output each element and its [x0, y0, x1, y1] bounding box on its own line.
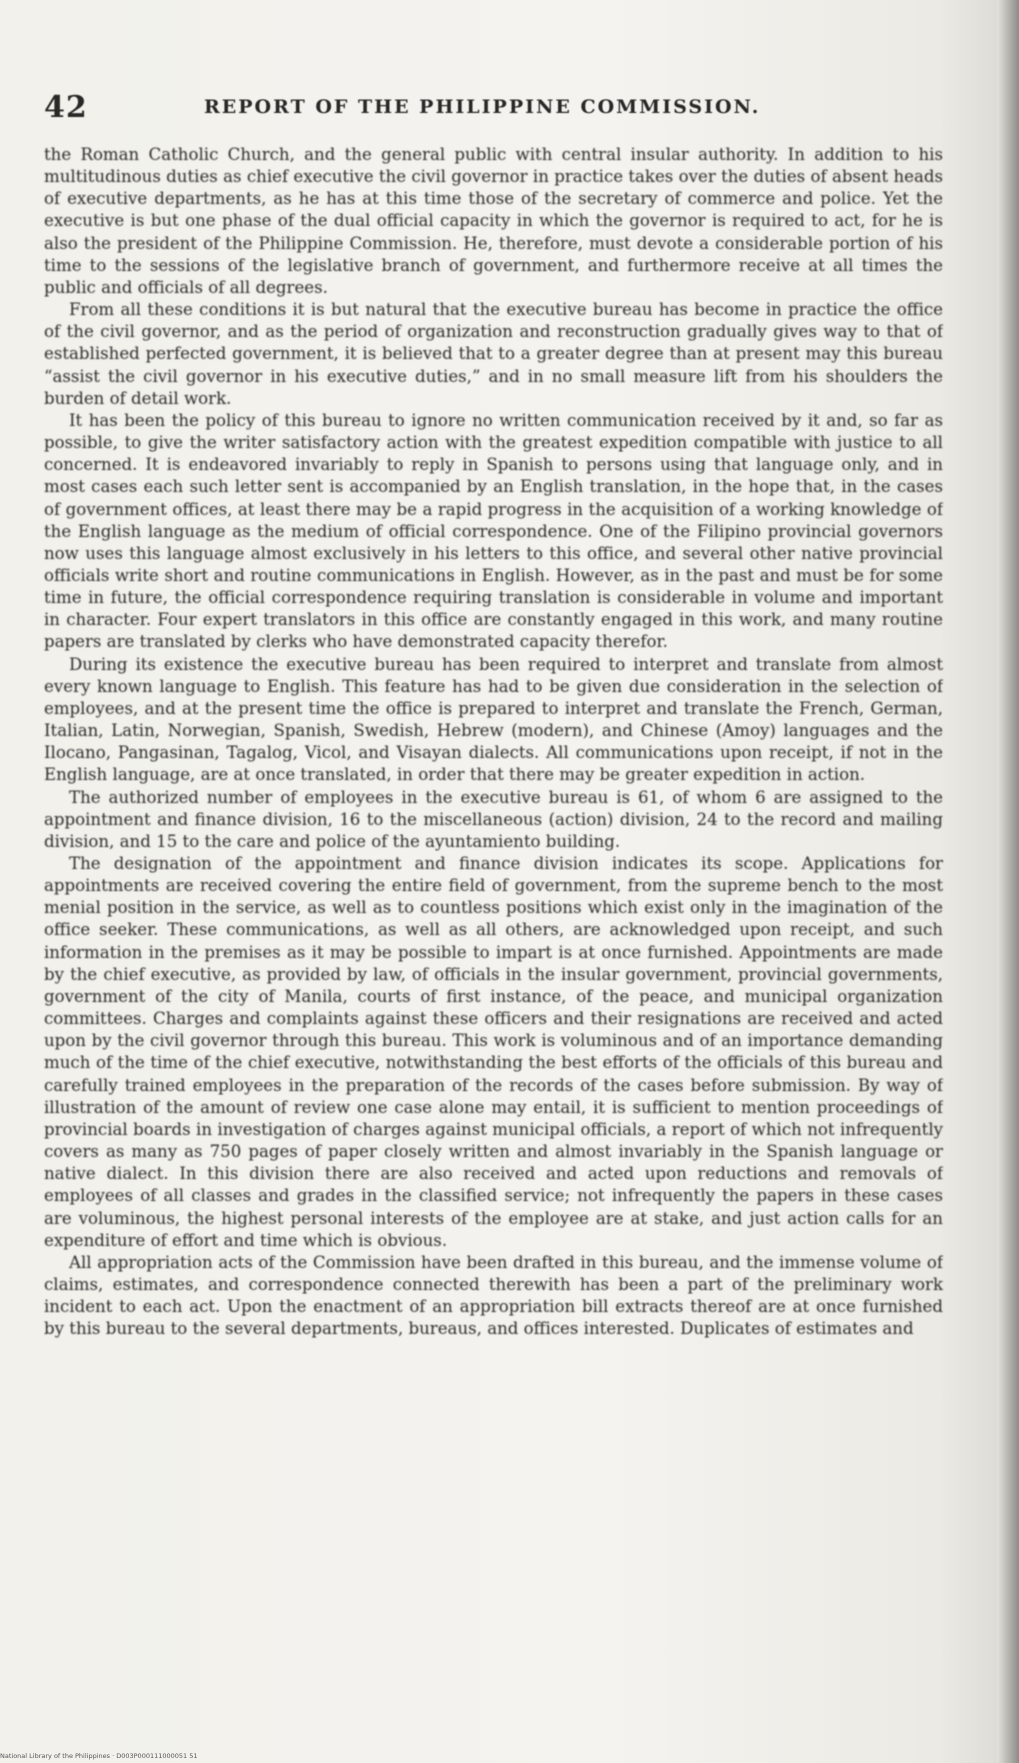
paragraph: From all these conditions it is but natural that the executive bureau has become in practice the office of the civil governor, and as the period of organization and reconstruction gradually gives way to that of established perfected government, it is believed that to a greater degree than at present may this bureau “assist the civil governor in his executive duties,” and in no small measure lift from his shoulders the burden of detail work. — [44, 300, 943, 408]
archive-stamp: National Library of the Philippines · D003P000111000051 51 — [0, 1752, 198, 1760]
paragraph-continuation: the Roman Catholic Church, and the general public with central insular authority. In addition to his multitudinous duties as chief executive the civil governor in practice takes over the duties of absent heads of executive departments, as he has at this time those of the secretary of commerce and police. Yet the executive is but one phase of the dual official capacity in which the governor is required to act, for he is also the president of the Philippine Commission. He, therefore, must devote a considerable portion of his time to the sessions of the legislative branch of government, and furthermore receive at all times the public and officials of all degrees. — [44, 145, 943, 297]
paragraph: All appropriation acts of the Commission have been drafted in this bureau, and the immense volume of claims, estimates, and correspondence connected therewith has been a part of the preliminary work incident to each act. Upon the enactment of an appropriation bill extracts thereof are at once furnished by this bureau to the several departments, bureaus, and offices interested. Duplicates of estimates and — [44, 1252, 943, 1339]
body-text — [44, 144, 943, 1724]
page-header — [44, 90, 944, 124]
paragraph: It has been the policy of this bureau to ignore no written communication received by it and, so far as possible, to give the writer satisfactory action with the greatest expedition compatible with justice to all concerned. It is endeavored invariably to reply in Spanish to persons using that language only, and in most cases each such letter sent is accompanied by an English translation, in the hope that, in the cases of government offices, at least there may be a rapid progress in the acquisition of a working knowledge of the English language as the medium of official correspondence. One of the Filipino provincial governors now uses this language almost exclusively in his letters to this office, and several other native provincial officials write short and routine communications in English. However, as in the past and must be for some time in future, the official correspondence requiring translation is considerable in volume and important in character. Four expert translators in this office are constantly engaged in this work, and many routine papers are translated by clerks who have demonstrated capacity therefor. — [44, 410, 943, 652]
page-edge-shadow — [997, 0, 1019, 1763]
paragraph: During its existence the executive bureau has been required to interpret and translate from almost every known language to English. This feature has had to be given due consideration in the selection of employees, and at the present time the office is prepared to interpret and translate the French, German, Italian, Latin, Norwegian, Spanish, Swedish, Hebrew (modern), and Chinese (Amoy) languages and the Ilocano, Pangasinan, Tagalog, Vicol, and Visayan dialects. All communications upon receipt, if not in the English language, are at once translated, in order that there may be greater expedition in action. — [44, 654, 943, 785]
paragraph: The designation of the appointment and finance division indicates its scope. Applications for appointments are received covering the entire field of government, from the supreme bench to the most menial position in the service, as well as to countless positions which exist only in the imagination of the office seeker. These communications, as well as all others, are acknowledged upon receipt, and such information in the premises as it may be possible to impart is at once furnished. Appointments are made by the chief executive, as provided by law, of officials in the insular government, provincial governments, government of the city of Manila, courts of first instance, of the peace, and municipal organization committees. Charges and complaints against these officers and their resignations are received and acted upon by the civil governor through this bureau. This work is voluminous and of an importance demanding much of the time of the chief executive, notwithstanding the best efforts of the officials of this bureau and carefully trained employees in the preparation of the records of the cases before submission. By way of illustration of the amount of review one case alone may entail, it is sufficient to mention proceedings of provincial boards in investigation of charges against municipal officials, a report of which not infrequently covers as many as 750 pages of paper closely written and almost invariably in the Spanish language or native dialect. In this division there are also received and acted upon reductions and removals of employees of all classes and grades in the classified service; not infrequently the papers in these cases are voluminous, the highest personal interests of the employee are at stake, and just action calls for an expenditure of effort and time which is obvious. — [44, 854, 943, 1250]
running-head: REPORT OF THE PHILIPPINE COMMISSION. — [204, 96, 761, 118]
paragraph: The authorized number of employees in the executive bureau is 61, of whom 6 are assigned to the appointment and finance division, 16 to the miscellaneous (action) division, 24 to the record and mailing division, and 15 to the care and police of the ayuntamiento building. — [44, 787, 943, 851]
page-number: 42 — [44, 90, 88, 125]
